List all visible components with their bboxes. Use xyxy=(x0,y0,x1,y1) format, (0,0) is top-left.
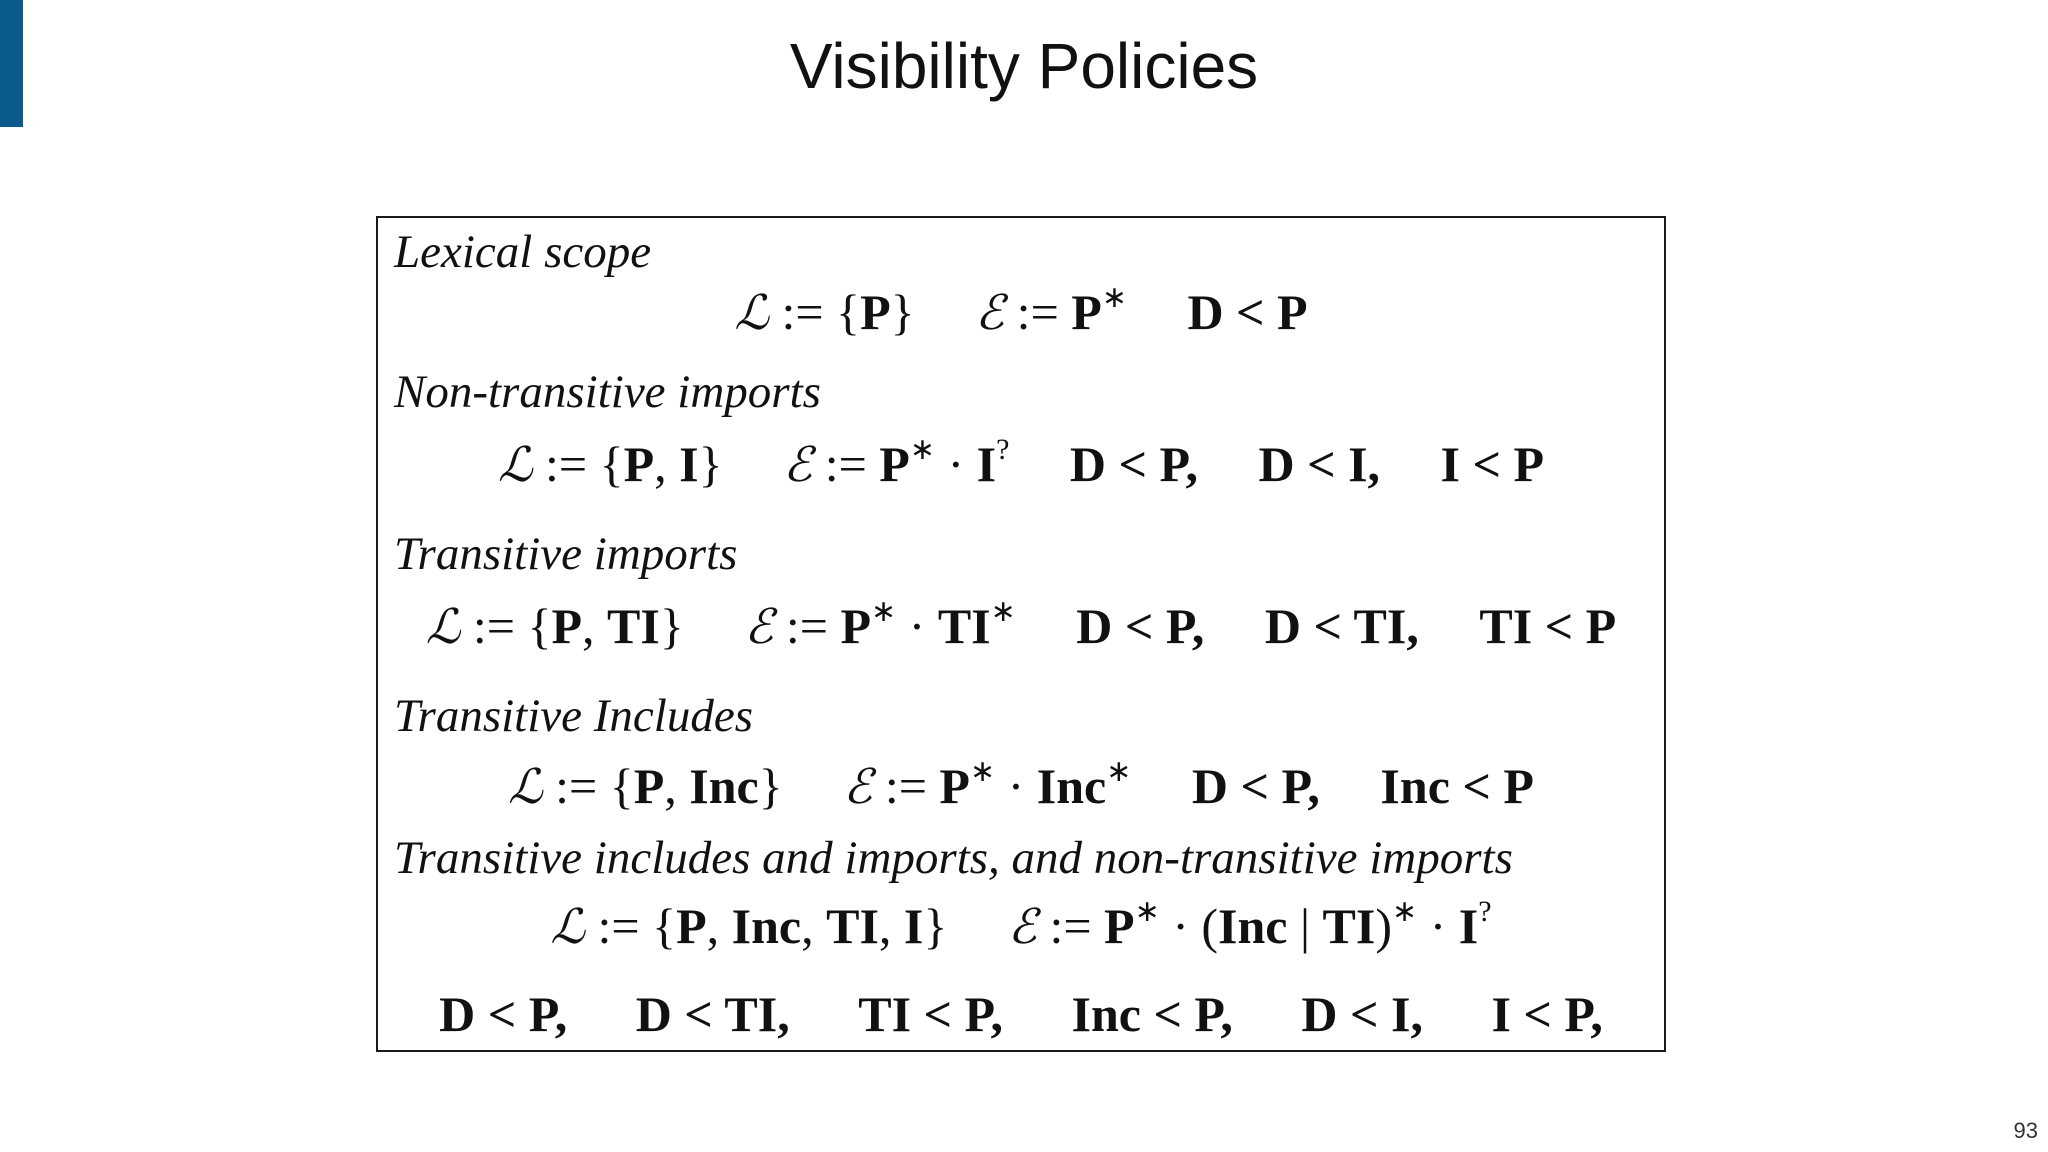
order-inc-p: Inc < P xyxy=(1380,758,1534,814)
order-i-p: I < P xyxy=(1440,436,1545,492)
policy-heading-transitive-includes: Transitive Includes xyxy=(394,690,753,742)
edge-regex: ℰ := P∗ · (Inc | TI)∗ · I? xyxy=(1007,895,1492,955)
policy-heading-includes-and-imports: Transitive includes and imports, and non-transitive imports xyxy=(394,832,1513,884)
order-d-p: D < P, xyxy=(1076,598,1205,654)
policy-heading-transitive-imports: Transitive imports xyxy=(394,528,738,580)
policy-rule-lexical-scope xyxy=(378,282,1664,343)
policy-heading-non-transitive-imports: Non-transitive imports xyxy=(394,366,821,418)
policy-table xyxy=(376,216,1666,1052)
edge-regex: ℰ := P∗ xyxy=(975,281,1127,341)
label-set: ℒ := {P, Inc} xyxy=(508,758,783,815)
slide-title: Visibility Policies xyxy=(789,30,1259,102)
order-d-p: D < P, xyxy=(1069,436,1198,492)
label-set: ℒ := {P, Inc, TI, I} xyxy=(550,898,948,955)
policy-rule-includes-and-imports-order xyxy=(378,984,1664,1044)
policy-rule-non-transitive-imports xyxy=(378,434,1664,495)
edge-regex: ℰ := P∗ · TI∗ xyxy=(744,595,1016,655)
order-d-p: D < P, xyxy=(1191,758,1320,814)
edge-regex: ℰ := P∗ · Inc∗ xyxy=(843,755,1132,815)
order-ti-p: TI < P, xyxy=(858,986,1003,1042)
policy-rule-transitive-includes xyxy=(378,756,1664,817)
policy-heading-lexical-scope: Lexical scope xyxy=(394,226,652,278)
policy-rule-includes-and-imports xyxy=(378,896,1664,957)
order-ti-p: TI < P xyxy=(1479,598,1617,654)
order-d-ti: D < TI, xyxy=(1264,598,1419,654)
edge-regex: ℰ := P∗ · I? xyxy=(783,433,1010,493)
order-d-p: D < P xyxy=(1187,284,1308,340)
order-i-p: I < P, xyxy=(1491,986,1603,1042)
label-set: ℒ := {P, I} xyxy=(497,436,723,493)
label-set: ℒ := {P, TI} xyxy=(425,598,684,655)
order-inc-p: Inc < P, xyxy=(1071,986,1233,1042)
order-d-p: D < P, xyxy=(439,986,568,1042)
order-d-ti: D < TI, xyxy=(635,986,790,1042)
order-d-i: D < I, xyxy=(1301,986,1423,1042)
label-set: ℒ := {P} xyxy=(734,284,915,341)
page-number: 93 xyxy=(2013,1118,2038,1143)
order-d-i: D < I, xyxy=(1258,436,1381,492)
policy-rule-transitive-imports xyxy=(378,596,1664,657)
